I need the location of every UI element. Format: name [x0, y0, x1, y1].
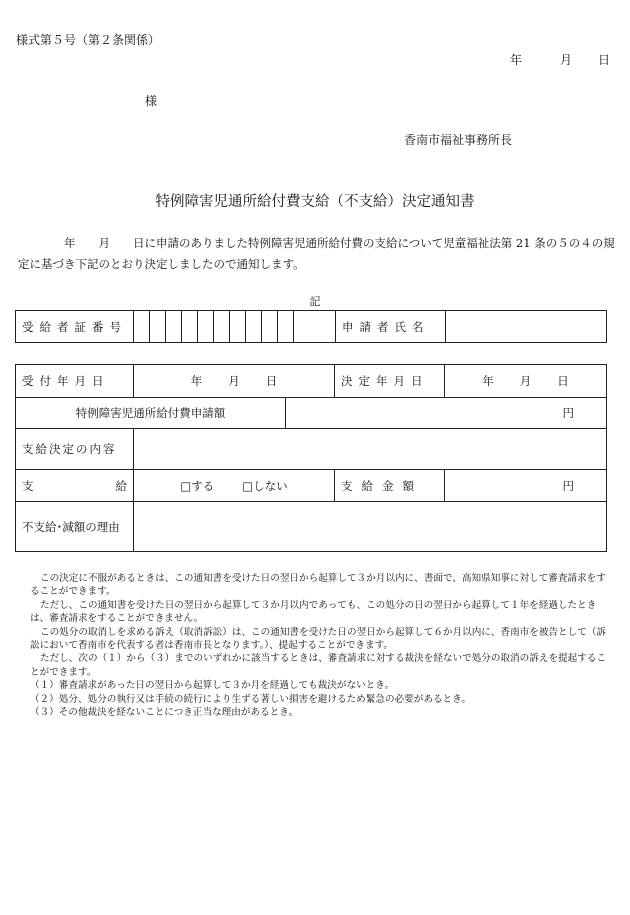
note-item: （１）審査請求があった日の翌日から起算して３か月を経過しても裁決がないとき。 [30, 680, 395, 692]
document-title: 特例障害児通所給付費支給（不支給）決定通知書 [155, 194, 475, 210]
payment-option-yes[interactable]: □する [180, 478, 215, 493]
payment-options [134, 470, 335, 502]
payment-label-second: 給 [115, 478, 127, 493]
reason-label: 不支給･減額の理由 [16, 502, 134, 552]
issue-year: 年 [509, 53, 522, 67]
decision-year: 年 [482, 374, 494, 388]
appeal-notes [30, 572, 608, 719]
certificate-number-label: 受給者証番号 [16, 311, 134, 343]
payment-label-first: 支 [22, 478, 34, 493]
note-item: （３）その他裁決を経ないことにつき正当な理由があるとき。 [30, 707, 299, 719]
payment-amount-field[interactable] [445, 470, 607, 502]
decision-date-label: 決定年月日 [335, 365, 445, 398]
receipt-month: 月 [228, 374, 240, 388]
decision-table [15, 364, 607, 552]
receipt-year: 年 [190, 374, 203, 388]
certificate-digit-cell[interactable] [214, 311, 230, 343]
note-paragraph: この処分の取消しを求める訴え（取消訴訟）は、この通知書を受けた日の翌日から起算して６か月以内に、香南市を被告として（訴訟において香南市を代表する者は香南市長となります。）、提起することができます。 [30, 626, 607, 652]
receipt-date-field[interactable] [134, 365, 335, 398]
certificate-digit-cell[interactable] [150, 311, 166, 343]
receipt-date-label: 受付年月日 [16, 365, 134, 398]
applicant-name-field[interactable] [446, 311, 607, 343]
issue-date [510, 51, 610, 68]
issuer-name: 香南市福祉事務所長 [404, 133, 513, 147]
certificate-digit-cell[interactable] [182, 311, 198, 343]
certificate-digit-cell[interactable] [230, 311, 246, 343]
certificate-digit-cell[interactable] [278, 311, 294, 343]
decision-month: 月 [519, 374, 532, 388]
certificate-digit-cell[interactable] [262, 311, 278, 343]
decision-day: 日 [557, 374, 569, 388]
decision-content-label: 支給決定の内容 [16, 429, 134, 470]
application-amount-field[interactable] [286, 398, 607, 429]
certificate-table [15, 310, 607, 343]
form-number: 様式第５号（第２条関係） [16, 33, 161, 47]
payment-label [16, 470, 134, 502]
issue-month: 月 [559, 53, 572, 67]
receipt-day: 日 [265, 374, 278, 388]
application-amount-yen: 円 [562, 406, 574, 420]
recipient-suffix: 様 [145, 94, 158, 108]
certificate-digit-cell[interactable] [198, 311, 214, 343]
intro-text: 年 月 日に申請のありました特例障害児通所給付費の支給について児童福祉法第 21 条の５の４の規定に基づき下記のとおり決定しましたので通知します。 [18, 236, 615, 271]
note-paragraph: ただし、次の（１）から（３）までのいずれかに該当するときは、審査請求に対する裁決を経ないで処分の取消の訴えを提起することができます。 [30, 653, 607, 678]
note-paragraph: この決定に不服があるときは、この通知書を受けた日の翌日から起算して３か月以内に、書面で、高知県知事に対して審査請求をすることができます。 [30, 573, 606, 598]
ki-heading: 記 [309, 295, 321, 308]
applicant-name-label: 申請者氏名 [336, 311, 446, 343]
certificate-digit-cell[interactable] [166, 311, 182, 343]
certificate-digit-cell[interactable] [246, 311, 262, 343]
payment-amount-label: 支給金額 [335, 470, 445, 502]
reason-field[interactable] [134, 502, 607, 552]
application-amount-label: 特例障害児通所給付費申請額 [16, 398, 286, 429]
payment-amount-yen: 円 [562, 478, 574, 493]
decision-date-field[interactable] [445, 365, 607, 398]
note-paragraph: ただし、この通知書を受けた日の翌日から起算して３か月以内であっても、この処分の日の翌日から起算して１年を経過したときは、審査請求をすることができません。 [30, 599, 597, 625]
issue-day: 日 [597, 53, 610, 67]
decision-content-field[interactable] [134, 429, 607, 470]
payment-option-no[interactable]: □しない [242, 478, 288, 493]
certificate-digit-cell[interactable] [294, 311, 336, 343]
certificate-digit-cell[interactable] [134, 311, 150, 343]
note-item: （２）処分、処分の執行又は手続の続行により生ずる著しい損害を避けるため緊急の必要があるとき。 [30, 693, 471, 705]
